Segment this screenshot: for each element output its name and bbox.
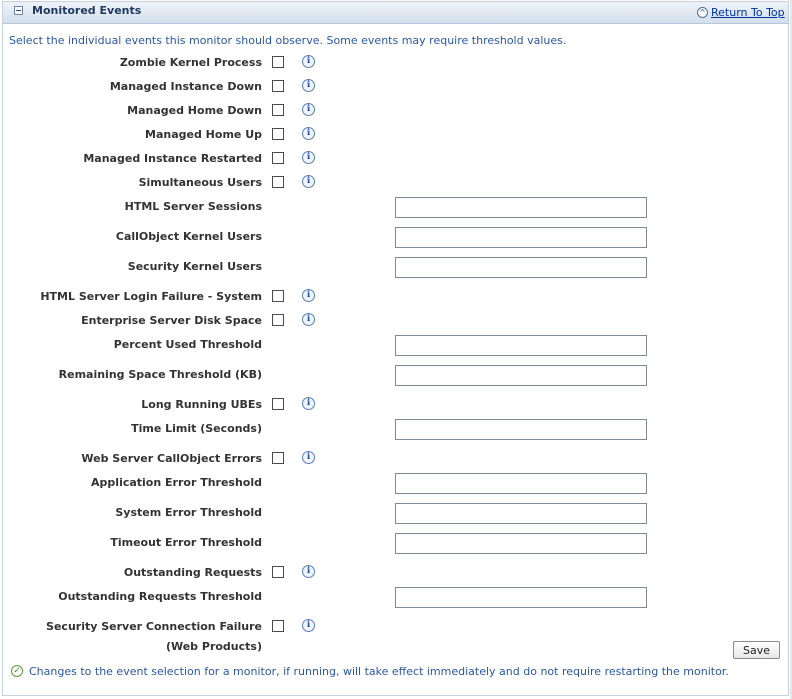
return-to-top-link[interactable]: Return To Top <box>711 6 785 19</box>
event-checkbox-zombie-kernel-process[interactable] <box>272 56 284 68</box>
threshold-label: Security Kernel Users <box>127 260 262 273</box>
event-checkbox-managed-home-down[interactable] <box>272 104 284 116</box>
info-icon[interactable]: ℹ <box>302 79 315 92</box>
event-label: Enterprise Server Disk Space <box>81 314 262 327</box>
event-label: Web Server CallObject Errors <box>81 452 262 465</box>
success-check-icon: ✓ <box>11 665 23 677</box>
system-error-threshold-input[interactable] <box>395 503 647 524</box>
event-checkbox-managed-instance-down[interactable] <box>272 80 284 92</box>
event-label: Managed Instance Down <box>109 80 262 93</box>
event-label: Zombie Kernel Process <box>119 56 262 69</box>
timeout-error-threshold-input[interactable] <box>395 533 647 554</box>
event-label: Simultaneous Users <box>138 176 262 189</box>
event-label: Managed Home Up <box>145 128 262 141</box>
threshold-label: CallObject Kernel Users <box>115 230 262 243</box>
section-title: Monitored Events <box>32 4 142 17</box>
intro-text: Select the individual events this monitor should observe. Some events may require threshold values. <box>9 34 567 47</box>
threshold-label: HTML Server Sessions <box>124 200 262 213</box>
info-icon[interactable]: ℹ <box>302 175 315 188</box>
event-checkbox-simultaneous-users[interactable] <box>272 176 284 188</box>
event-checkbox-outstanding-requests[interactable] <box>272 566 284 578</box>
info-icon[interactable]: ℹ <box>302 619 315 632</box>
threshold-label: System Error Threshold <box>115 506 262 519</box>
info-icon[interactable]: ℹ <box>302 451 315 464</box>
threshold-label: Percent Used Threshold <box>113 338 262 351</box>
confirmation-message: Changes to the event selection for a monitor, if running, will take effect immediately and do not require restarting the monitor. <box>29 665 729 678</box>
info-icon[interactable]: ℹ <box>302 151 315 164</box>
info-icon[interactable]: ℹ <box>302 397 315 410</box>
security-kernel-users-input[interactable] <box>395 257 647 278</box>
threshold-label: Outstanding Requests Threshold <box>58 590 262 603</box>
info-icon[interactable]: ℹ <box>302 103 315 116</box>
event-label: Security Server Connection Failure (Web Products) <box>46 620 262 653</box>
event-checkbox-managed-home-up[interactable] <box>272 128 284 140</box>
event-checkbox-long-running-ubes[interactable] <box>272 398 284 410</box>
info-icon[interactable]: ℹ <box>302 127 315 140</box>
outstanding-requests-threshold-input[interactable] <box>395 587 647 608</box>
event-checkbox-security-server-connection-failure[interactable] <box>272 620 284 632</box>
info-icon[interactable]: ℹ <box>302 289 315 302</box>
event-checkbox-web-server-callobject-errors[interactable] <box>272 452 284 464</box>
html-server-sessions-input[interactable] <box>395 197 647 218</box>
time-limit-input[interactable] <box>395 419 647 440</box>
event-checkbox-managed-instance-restarted[interactable] <box>272 152 284 164</box>
threshold-label: Timeout Error Threshold <box>110 536 262 549</box>
event-checkbox-enterprise-server-disk-space[interactable] <box>272 314 284 326</box>
save-button[interactable]: Save <box>733 641 780 659</box>
info-icon[interactable]: ℹ <box>302 313 315 326</box>
info-icon[interactable]: ℹ <box>302 55 315 68</box>
return-to-top-icon[interactable]: ^ <box>697 7 708 18</box>
remaining-space-threshold-input[interactable] <box>395 365 647 386</box>
event-label: Managed Instance Restarted <box>83 152 262 165</box>
event-label: Outstanding Requests <box>123 566 262 579</box>
event-label: HTML Server Login Failure - System <box>40 290 262 303</box>
section-header <box>3 2 788 24</box>
application-error-threshold-input[interactable] <box>395 473 647 494</box>
event-label: Long Running UBEs <box>141 398 262 411</box>
percent-used-threshold-input[interactable] <box>395 335 647 356</box>
event-checkbox-html-server-login-failure[interactable] <box>272 290 284 302</box>
event-label: Managed Home Down <box>127 104 262 117</box>
info-icon[interactable]: ℹ <box>302 565 315 578</box>
collapse-icon[interactable] <box>14 6 23 15</box>
threshold-label: Application Error Threshold <box>91 476 262 489</box>
callobject-kernel-users-input[interactable] <box>395 227 647 248</box>
threshold-label: Time Limit (Seconds) <box>131 422 262 435</box>
threshold-label: Remaining Space Threshold (KB) <box>58 368 262 381</box>
